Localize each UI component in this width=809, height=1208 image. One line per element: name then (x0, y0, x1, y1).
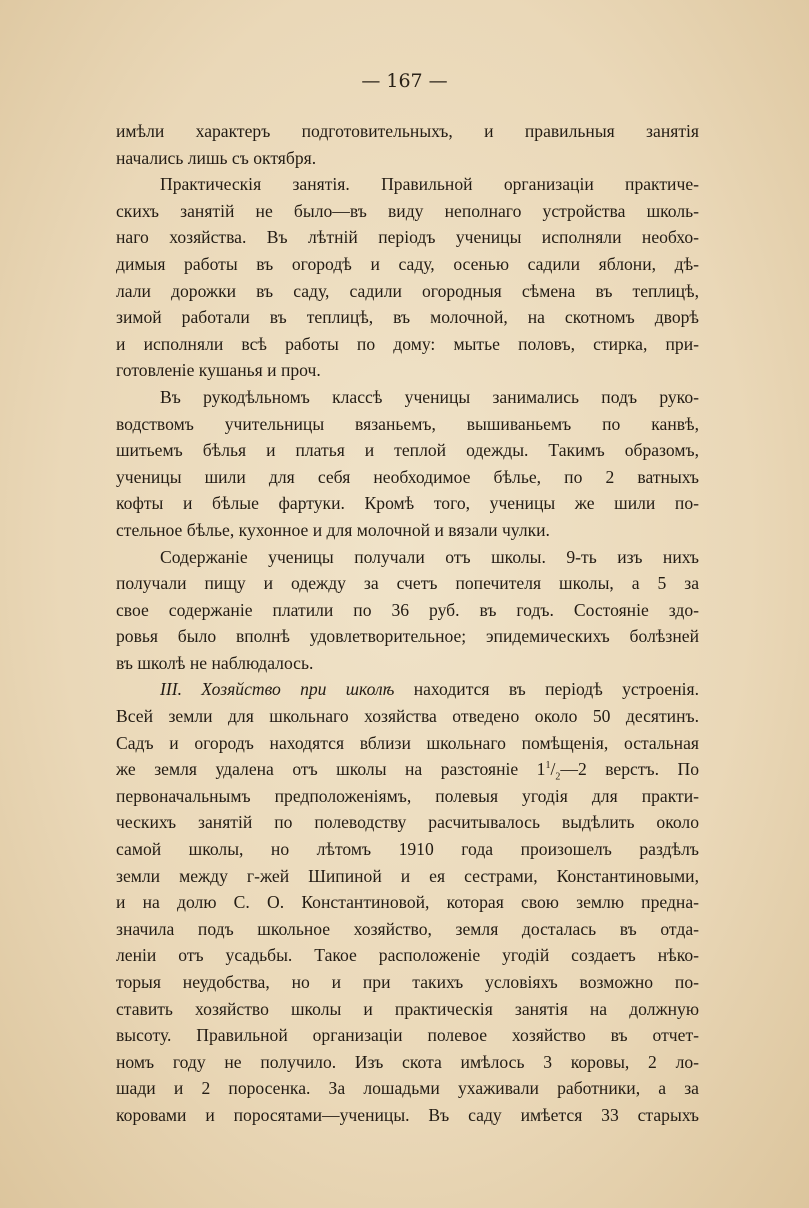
text-line: леніи отъ усадьбы. Такое расположеніе угодій создаетъ нѣко- (116, 945, 699, 966)
text-line (116, 676, 699, 703)
text-line: номъ году не получило. Изъ скота имѣлось 3 коровы, 2 ло- (116, 1051, 699, 1072)
text-line: Въ рукодѣльномъ классѣ ученицы занимались подъ руко- (160, 386, 699, 407)
text-line: кофты и бѣлые фартуки. Кромѣ того, ученицы же шили по- (116, 493, 699, 514)
text-line: высоту. Правильной организаціи полевое хозяйство въ отчет- (116, 1025, 699, 1046)
text-line: водствомъ учительницы вязаньемъ, вышиваньемъ по канвѣ, (116, 413, 699, 434)
text-line: получали пищу и одежду за счетъ попечителя школы, а 5 за (116, 573, 699, 594)
text-line: ровья было вполнѣ удовлетворительное; эпидемическихъ болѣзней (116, 626, 699, 647)
text-line: зимой работали въ теплицѣ, въ молочной, на скотномъ дворѣ (116, 307, 699, 328)
text-line: димыя работы въ огородѣ и саду, осенью садили яблони, дѣ- (116, 253, 699, 274)
text-line: торыя неудобства, но и при такихъ условіяхъ возможно по- (116, 972, 699, 992)
section-heading-rest: находится въ періодѣ устроенія. (413, 679, 699, 700)
text-line: и на долю С. О. Константиновой, которая свою землю предна- (116, 892, 699, 913)
text-line: ставить хозяйство школы и практическія занятія на должную (116, 998, 699, 1019)
text-line: Всей земли для школьнаго хозяйства отведено около 50 десятинъ. (116, 706, 699, 727)
text-line: имѣли характеръ подготовительныхъ, и правильныя занятія (116, 121, 699, 141)
text-line: начались лишь съ октября. (116, 147, 317, 168)
text-line (116, 756, 699, 783)
page-number: — 167 — (361, 70, 448, 92)
paragraph-needlework (116, 384, 699, 544)
text-line: коровами и поросятами—ученицы. Въ саду имѣется 33 старыхъ (116, 1104, 699, 1125)
text-line: въ школѣ не наблюдалось. (116, 652, 314, 673)
fraction-numerator: 1 (545, 760, 551, 772)
text-line: Практическія занятія. Правильной организаціи практиче- (160, 174, 699, 195)
text-line: готовленіе кушанья и проч. (116, 360, 321, 381)
text-line: Садъ и огородъ находятся вблизи школьнаго помѣщенія, остальная (116, 732, 699, 753)
text-line: ученицы шили для себя необходимое бѣлье, по 2 ватныхъ (116, 466, 699, 487)
text-line: шитьемъ бѣлья и платья и теплой одежды. Такимъ образомъ, (116, 440, 699, 461)
body-text (116, 118, 699, 1129)
text-line: свое содержаніе платили по 36 руб. въ годъ. Состояніе здо- (116, 599, 699, 620)
text-line: самой школы, но лѣтомъ 1910 года произошелъ раздѣлъ (116, 839, 699, 860)
paragraph-maintenance (116, 544, 699, 677)
text-line: шади и 2 поросенка. За лошадьми ухаживали работники, а за (116, 1078, 699, 1099)
section-heading: III. Хозяйство при школѣ (160, 679, 395, 700)
text-line: наго хозяйства. Въ лѣтній періодъ ученицы исполняли необхо- (116, 227, 699, 248)
section-school-farm (116, 676, 699, 1128)
text-line: земли между г-жей Шипиной и ея сестрами, Константиновыми, (116, 865, 699, 886)
text-line: первоначальнымъ предположеніямъ, полевыя угодія для практи- (116, 785, 699, 806)
text-line: стельное бѣлье, кухонное и для молочной и вязали чулки. (116, 519, 550, 540)
text-line: лали дорожки въ саду, садили огородныя сѣмена въ теплицѣ, (116, 280, 699, 301)
text-line: значила подъ школьное хозяйство, земля досталась въ отда- (116, 918, 699, 939)
text-line: ческихъ занятій по полеводству расчитывалось выдѣлить около (116, 812, 699, 833)
fraction-line-before: же земля удалена отъ школы на разстояніе 1 (116, 759, 546, 780)
fraction-line-after: —2 верстъ. По (560, 759, 699, 780)
fraction-slash: / (550, 759, 556, 780)
text-line: скихъ занятій не было—въ виду неполнаго устройства школь- (116, 200, 699, 221)
fraction-denominator: 2 (555, 771, 561, 783)
text-line: и исполняли всѣ работы по дому: мытье половъ, стирка, при- (116, 333, 699, 354)
paragraph-1 (116, 118, 699, 171)
paragraph-practical-lessons (116, 171, 699, 384)
text-line: Содержаніе ученицы получали отъ школы. 9-ть изъ нихъ (160, 546, 699, 567)
